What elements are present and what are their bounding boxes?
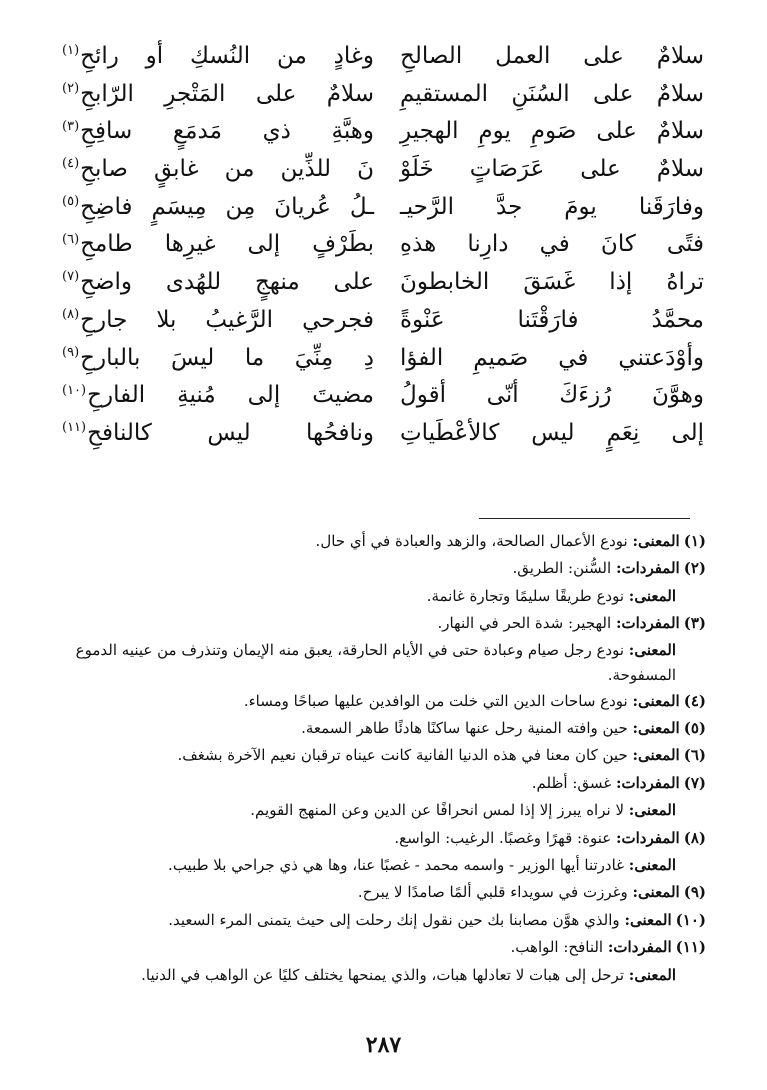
footnote-item	[74, 934, 706, 961]
verse-line	[62, 76, 704, 114]
verse-line	[62, 189, 704, 227]
verse-second-hemistich	[62, 151, 374, 189]
verse-first-hemistich: وأوْدَعتني في صَميمِ الفؤا	[400, 344, 704, 371]
verse-second-hemistich	[62, 76, 374, 114]
footnote-number: (٦)	[683, 746, 706, 765]
footnote-text: غادرتنا أيها الوزير - واسمه محمد - غصبًا عنا، وها هي ذي جراحي بلا طبيب.	[168, 856, 629, 875]
verse-second-text: دِ مِنِّيَ ما ليسَ بالبارحِ	[80, 344, 374, 371]
footnote-marker: (٧)	[62, 269, 80, 285]
verse-second-hemistich	[62, 189, 374, 227]
verse-first-hemistich: وهوَّنَ رُزءَكَ أنّى أقولُ	[400, 382, 704, 409]
footnote-marker: (٨)	[62, 307, 80, 323]
verse-line	[62, 264, 704, 302]
verse-line	[62, 415, 704, 453]
verse-first-hemistich: وفارَقَنا يومَ جدَّ الرَّحيـ	[400, 193, 704, 220]
footnote-label: المفردات:	[615, 559, 680, 578]
footnote-label: المفردات:	[615, 773, 680, 792]
verse-second-text: نَ للذِّين من غابقٍ صابحِ	[80, 156, 374, 183]
verse-first-hemistich: محمَّدُ فارَقْتَنا عَنْوةً	[400, 306, 704, 333]
verse-line	[62, 113, 704, 151]
footnote-label: المعنى:	[632, 691, 680, 710]
footnote-marker: (٣)	[62, 118, 80, 134]
verse-second-text: مضيتَ إلى مُنيةِ الفارحِ	[87, 382, 374, 409]
verse-first-hemistich: سلامٌ على عَرَصَاتٍ خَلَوْ	[400, 156, 704, 183]
footnote-item	[74, 583, 706, 610]
verse-second-text: بطَرْفٍ إلى غيرِها طامحِ	[80, 231, 374, 258]
footnote-text: الهجير: شدة الحر في النهار.	[437, 614, 616, 633]
footnote-label: المعنى:	[632, 883, 680, 902]
footnote-item	[74, 742, 706, 769]
footnote-marker: (١)	[62, 43, 80, 59]
footnote-label: المفردات:	[607, 938, 672, 957]
footnote-item	[74, 688, 706, 715]
footnote-text: السُّنن: الطريق.	[512, 559, 616, 578]
verse-first-hemistich: سلامٌ على العمل الصالحِ	[400, 43, 704, 69]
footnote-label: المعنى:	[628, 856, 676, 875]
footnotes	[74, 528, 706, 989]
footnote-text: حين وافته المنية رحل عنها ساكنًا هادئًا طاهر السمعة.	[301, 719, 633, 738]
footnote-label: المعنى:	[632, 746, 680, 765]
footnote-number: (٥)	[683, 719, 706, 738]
verse-second-hemistich	[62, 38, 374, 76]
footnote-text: عنوة: قهرًا وغصبًا. الرغيب: الواسع.	[394, 828, 616, 847]
verse-line	[62, 38, 704, 76]
footnote-item	[74, 610, 706, 637]
verse-second-hemistich	[62, 340, 374, 378]
verse-second-text: ونافحُها ليس كالنافحِ	[87, 419, 374, 446]
footnote-item	[74, 638, 706, 688]
footnote-number: (٤)	[683, 691, 706, 710]
verse-second-text: سلامٌ على المَتْجرِ الرّابحِ	[80, 80, 374, 107]
verse-first-hemistich: فتًى كانَ في دارِنا هذهِ	[400, 231, 704, 258]
verse-first-hemistich: إلى نِعَمٍ ليس كالأعْطَياتِ	[400, 419, 704, 446]
verse-second-hemistich	[62, 226, 374, 264]
footnote-label: المعنى:	[628, 586, 676, 605]
footnote-number: (٢)	[683, 559, 706, 578]
footnote-marker: (١٠)	[62, 382, 87, 398]
footnote-number: (٧)	[683, 773, 706, 792]
footnote-item	[74, 907, 706, 934]
footnote-text: والذي هوَّن مصابنا بك حين نقول إنك رحلت إلى حيث يتمنى المرء السعيد.	[168, 910, 625, 929]
footnote-marker: (١١)	[62, 420, 87, 436]
footnote-label: المعنى:	[628, 640, 676, 659]
verse-first-hemistich: سلامٌ على السُنَنِ المستقيمِ	[400, 80, 704, 107]
verse-second-text: وهبَّةِ ذي مَدمَعٍ سافِحِ	[80, 118, 374, 145]
footnote-item	[74, 715, 706, 742]
verse-second-hemistich	[62, 302, 374, 340]
footnote-text: النافح: الواهب.	[510, 938, 608, 957]
poem	[62, 38, 704, 453]
verse-second-hemistich	[62, 377, 374, 415]
footnote-text: وغرزت في سويداء قلبي ألمًا صامدًا لا يبرح.	[357, 883, 633, 902]
footnote-text: غسق: أظلم.	[531, 773, 616, 792]
verse-second-text: وغادٍ من النُسكِ أو رائحِ	[80, 43, 374, 69]
footnote-item	[74, 825, 706, 852]
verse-line	[62, 377, 704, 415]
verse-second-hemistich	[62, 113, 374, 151]
footnote-text: نودع طريقًا سليمًا وتجارة غانمة.	[426, 586, 629, 605]
footnote-label: المفردات:	[615, 828, 680, 847]
footnote-number: (١)	[683, 532, 706, 550]
footnote-item	[74, 528, 706, 555]
footnote-text: نودع ساحات الدين التي خلت من الوافدين عليها صباحًا ومساء.	[243, 691, 633, 710]
footnote-label: المعنى:	[632, 719, 680, 738]
footnote-item	[74, 962, 706, 989]
footnote-marker: (٢)	[62, 81, 80, 97]
footnote-text: حين كان معنا في هذه الدنيا الفانية كانت عيناه ترقبان نعيم الآخرة بشغف.	[177, 746, 633, 765]
footnote-label: المعنى:	[628, 801, 676, 820]
verse-first-hemistich: تراهُ إذا غَسَقَ الخابطونَ	[400, 269, 704, 296]
footnote-rule	[479, 518, 690, 519]
verse-second-text: ـلُ عُريانَ مِن مِيسَمٍ فاضِحِ	[80, 193, 374, 220]
footnote-marker: (٩)	[62, 344, 80, 360]
footnote-label: المعنى:	[628, 965, 676, 984]
footnote-marker: (٤)	[62, 156, 80, 172]
footnote-text: ترحل إلى هبات لا تعادلها هبات، والذي يمنحها يختلف كليًا عن الواهب في الدنيا.	[141, 965, 629, 984]
footnote-number: (١١)	[675, 938, 706, 957]
verse-line	[62, 226, 704, 264]
verse-line	[62, 151, 704, 189]
footnote-text: نودع رجل صيام وعبادة حتى في الأيام الحارقة، يعبق منه الإيمان وتنذرف من عينيه الدموع المسفوحة.	[75, 640, 676, 684]
footnote-item	[74, 797, 706, 824]
footnote-label: المفردات:	[615, 614, 680, 633]
footnote-number: (٩)	[683, 883, 706, 902]
footnote-number: (٨)	[683, 828, 706, 847]
footnote-label: المعنى:	[632, 532, 680, 550]
footnote-item	[74, 879, 706, 906]
verse-line	[62, 302, 704, 340]
footnote-label: المعنى:	[624, 910, 672, 929]
footnote-marker: (٦)	[62, 231, 80, 247]
footnote-number: (٣)	[683, 614, 706, 633]
verse-second-text: فجرحي الرَّغيبُ بلا جارحِ	[80, 306, 374, 333]
footnote-number: (١٠)	[675, 910, 706, 929]
verse-first-hemistich: سلامٌ على صَومِ يومِ الهجيرِ	[400, 118, 704, 145]
verse-second-hemistich	[62, 415, 374, 453]
footnote-text: نودع الأعمال الصالحة، والزهد والعبادة في أي حال.	[315, 532, 633, 550]
footnote-item	[74, 852, 706, 879]
footnote-marker: (٥)	[62, 194, 80, 210]
page-number: ٢٨٧	[365, 1032, 402, 1058]
footnote-item	[74, 555, 706, 582]
verse-line	[62, 340, 704, 378]
verse-second-hemistich	[62, 264, 374, 302]
footnote-text: لا نراه يبرز إلا إذا لمس انحرافًا عن الدين وعن المنهج القويم.	[250, 801, 629, 820]
footnote-item	[74, 770, 706, 797]
verse-second-text: على منهجٍ للهُدى واضحِ	[80, 269, 374, 296]
